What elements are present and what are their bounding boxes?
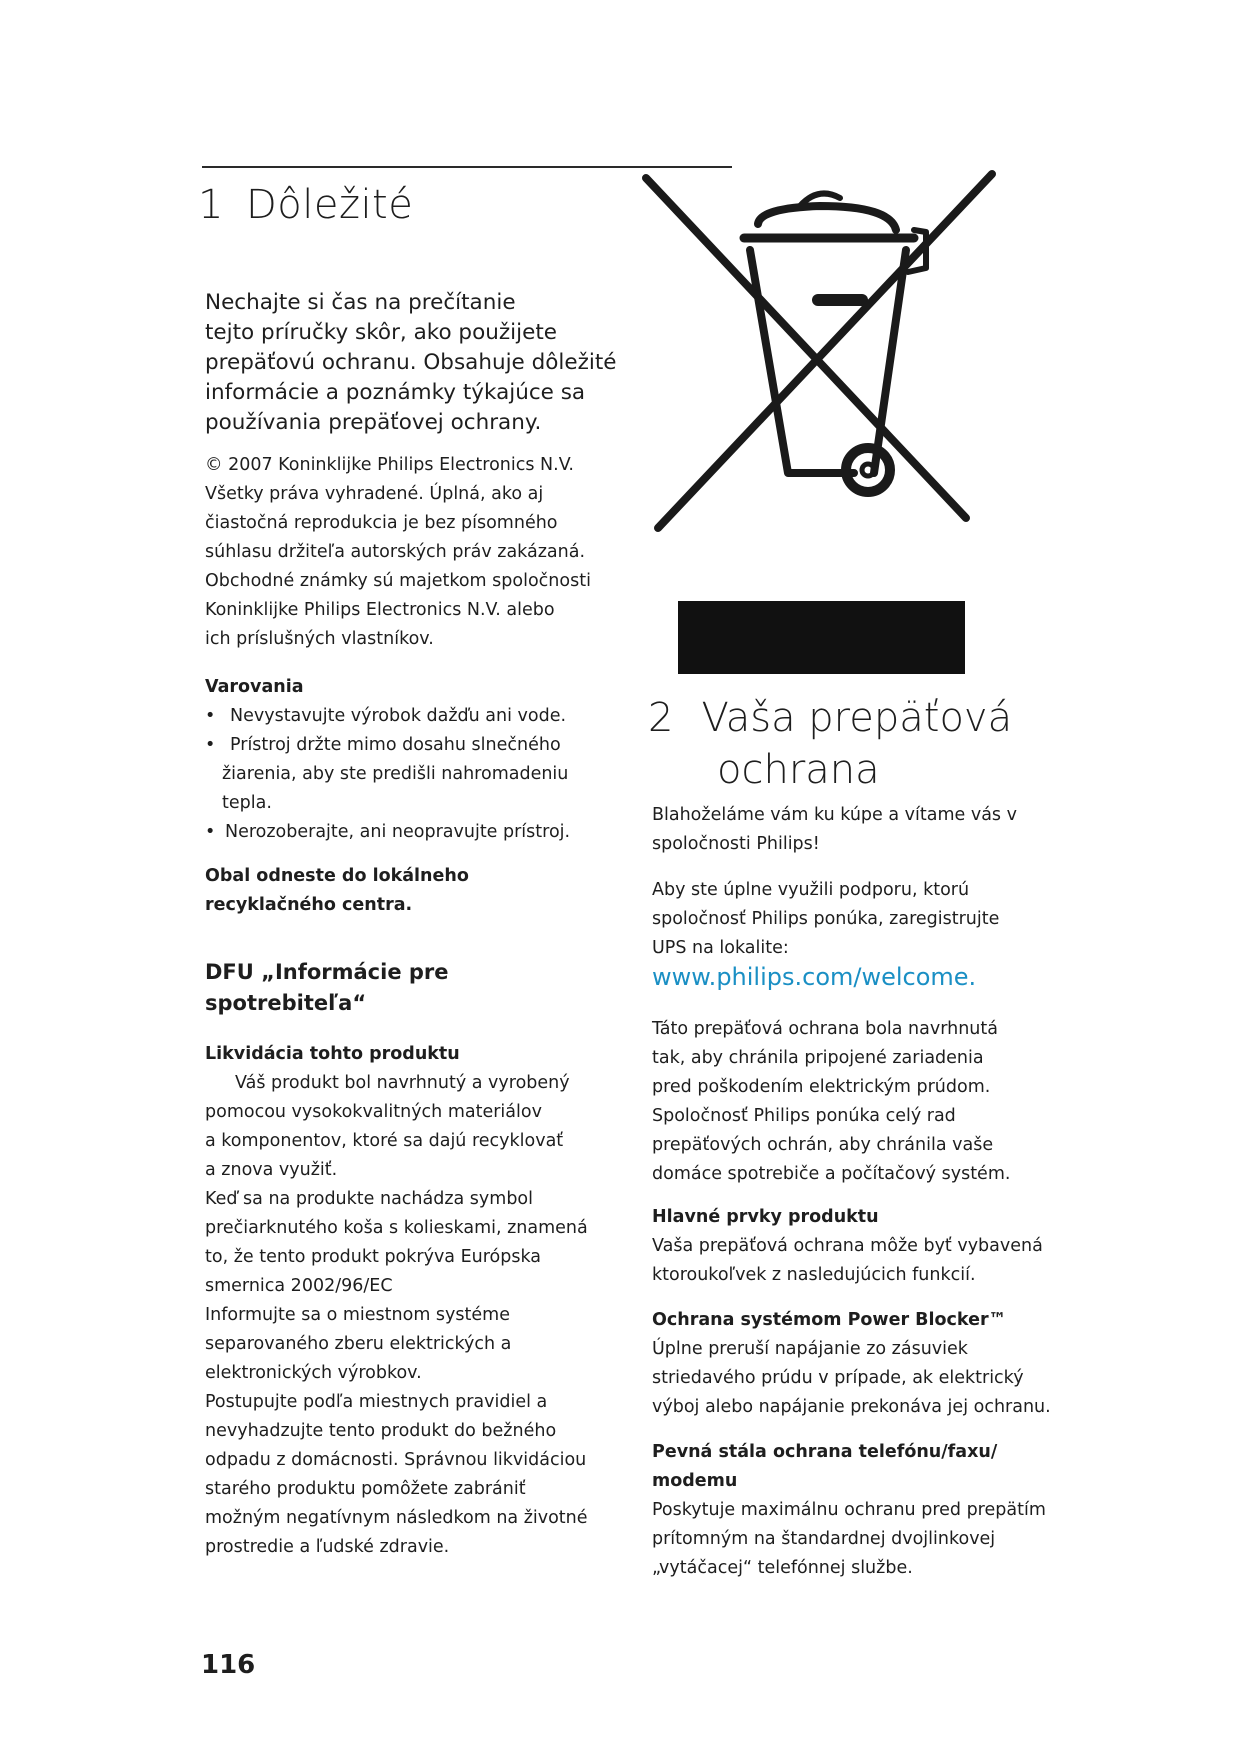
disposal-title: Likvidácia tohto produktu [205,1044,460,1064]
section-2-heading: 2 Vaša prepäťová ochrana [648,695,1013,793]
section-1-title: Dôležité [245,182,414,228]
phone-protection-block: Pevná stála ochrana telefónu/faxu/ modemu Poskytuje maximálnu ochranu pred prepätím prítomným na štandardnej dvojlinkovej „vytáčacej“ telefónnej službe. [652,1438,1072,1583]
black-bar [678,601,965,674]
description-paragraph: Táto prepäťová ochrana bola navrhnutá tak, aby chránila pripojené zariadenia pred poškodením elektrickým prúdom. Spoločnosť Philips ponúka celý rad prepäťových ochrán, aby chránila vaše domáce spotrebiče a počítačový systém. [652,1019,1011,1184]
features-block: Hlavné prvky produktu Vaša prepäťová ochrana môže byť vybavená ktoroukoľvek z nasledujúcich funkcií. [652,1203,1072,1290]
copyright-paragraph: © 2007 Koninklijke Philips Electronics N.V. Všetky práva vyhradené. Úplná, ako aj čiastočná reprodukcia je bez písomného súhlasu držiteľa autorských práv zakázaná. Obchodné známky sú majetkom spoločnosti Koninklijke Philips Electronics N.V. alebo ich príslušných vlastníkov. [205,455,591,649]
phone-protection-title: Pevná stála ochrana telefónu/faxu/ [652,1442,998,1462]
recycle-note: Obal odneste do lokálneho recyklačného centra. [205,866,469,915]
power-blocker-title: Ochrana systémom Power Blocker™ [652,1310,1007,1330]
dfu-heading: DFU „Informácie pre spotrebiteľa“ [205,960,449,1015]
section-1-number: 1 [198,182,224,228]
page-number: 116 [201,1650,256,1680]
warning-item: • Nerozoberajte, ani neopravujte prístroj. [205,822,571,842]
crossed-out-bin-icon [640,168,1000,538]
features-title: Hlavné prvky produktu [652,1207,879,1227]
warning-item: • Prístroj držte mimo dosahu slnečného [205,735,561,755]
disposal-block: Likvidácia tohto produktu Váš produkt bol navrhnutý a vyrobený pomocou vysokokvalitných materiálov a komponentov, ktoré sa dajú recyklovať a znova využiť. Keď sa na produkte nachádza symbol prečiarknutého koša s kolieskami, znamená to, že tento produkt pokrýva Európska smernica 2002/96/EC Informujte sa o miestnom systéme separovaného zberu elektrických a elektronických výrobkov. Postupujte podľa miestnych pravidiel a nevyhadzujte tento produkt do bežného odpadu z domácnosti. Správnou likvidáciou starého produktu pomôžete zabrániť možným negatívnym následkom na životné prostredie a ľudské zdravie. [205,1040,625,1562]
section-2-title: Vaša prepäťová [701,695,1013,741]
warnings-title: Varovania [205,677,304,697]
welcome-paragraph: Blahoželáme vám ku kúpe a vítame vás v spoločnosti Philips! [652,805,1017,854]
warning-item: • Nevystavujte výrobok dažďu ani vode. [205,706,567,726]
warnings-block: Varovania • Nevystavujte výrobok dažďu ani vode. • Prístroj držte mimo dosahu slnečného žiarenia, aby ste predišli nahromadeniu tepla. • Nerozoberajte, ani neopravujte prístroj. [205,673,625,847]
philips-welcome-link[interactable]: www.philips.com/welcome. [652,963,977,991]
power-blocker-block: Ochrana systémom Power Blocker™ Úplne preruší napájanie zo zásuviek striedavého prúdu v prípade, ak elektrický výboj alebo napájanie prekonáva jej ochranu. [652,1306,1072,1422]
section-1-heading [198,182,413,228]
intro-paragraph: Nechajte si čas na prečítanie tejto príručky skôr, ako použijete prepäťovú ochranu. Obsahuje dôležité informácie a poznámky týkajúce sa používania prepäťovej ochrany. [205,290,617,435]
section-2-number: 2 [648,695,674,741]
register-paragraph: Aby ste úplne využili podporu, ktorú spoločnosť Philips ponúka, zaregistrujte UPS na lokalite: www.philips.com/welcome. [652,876,1072,992]
